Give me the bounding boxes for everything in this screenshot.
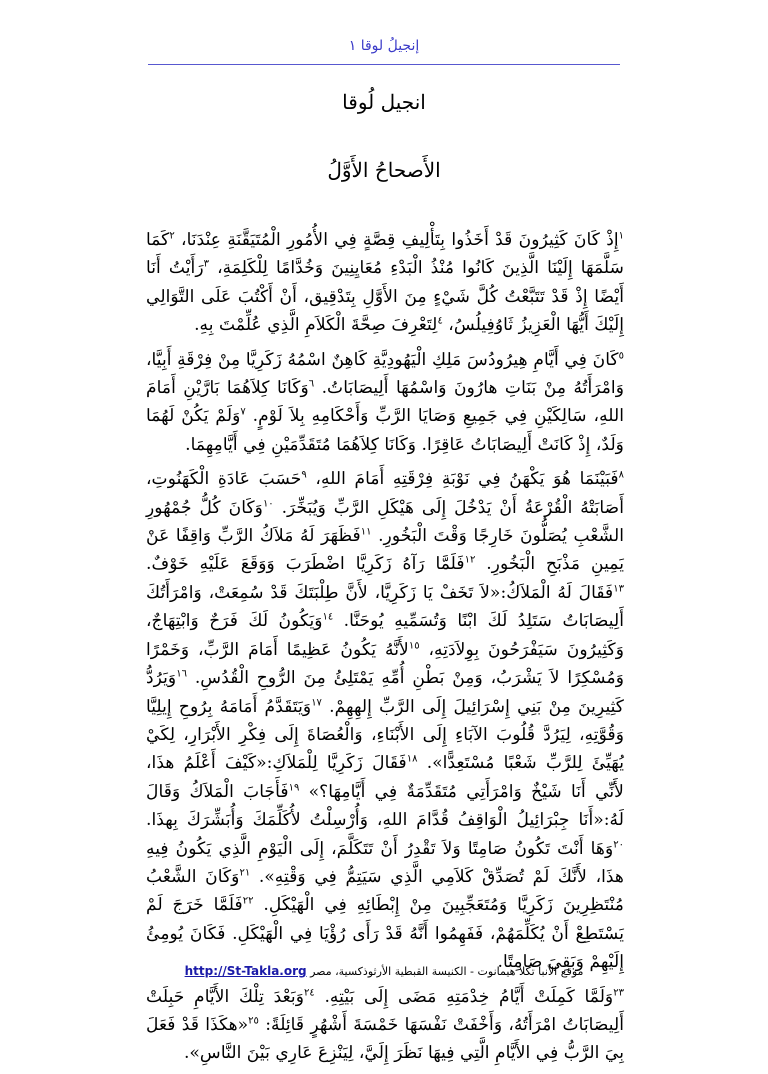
page-footer — [0, 964, 768, 978]
verse-text: «هكَذَا قَدْ فَعَلَ بِيَ الرَّبُّ فِي الأَيَّامِ الَّتِي فِيهَا نَظَرَ إِلَيَّ، لِيَنْزِعَ عَارِي بَيْنَ النَّاسِ». — [146, 1014, 624, 1064]
verse-number: ٢١ — [239, 867, 251, 879]
book-title: انجيل لُوقا — [342, 90, 426, 114]
verse-text: فَلَمَّا خَرَجَ لَمْ يَسْتَطِعْ أَنْ يُكَلِّمَهُمْ، فَفَهِمُوا أَنَّهُ قَدْ رَأَى رُؤْيَا فِي الْهَيْكَلِ. فَكَانَ يُومِئُ إِلَيْهِمْ وَبَقِيَ صَامِتًا. — [146, 895, 624, 973]
verse-text: وَكَانَ كُلُّ جُمْهُورِ الشَّعْبِ يُصَلُّونَ خَارِجًا وَقْتَ الْبَخُورِ. — [146, 497, 624, 547]
verse-text: رَأَيْتُ أَنَا أَيْضًا إِذْ قَدْ تَتَبَّعْتُ كُلَّ شَيْءٍ مِنَ الأَوَّلِ بِتَدْقِيق، أَنْ أَكْتُبَ عَلَى التَّوَالِي إِلَيْكَ أَيُّهَا الْعَزِيزُ ثَاوُفِيلُسُ، — [146, 258, 624, 336]
verse-number: ١٣ — [613, 583, 624, 595]
verse-number: ٧ — [240, 406, 246, 418]
verse-number: ١٢ — [464, 554, 476, 566]
verse-number: ١٦ — [176, 668, 187, 680]
header-divider — [148, 64, 620, 65]
verse-number: ٢٤ — [304, 986, 315, 998]
verse-text: لِتَعْرِفَ صِحَّةَ الْكَلاَمِ الَّذِي عُلِّمْتَ بِهِ. — [194, 315, 438, 336]
verse-text: وَكَانَا كِلاَهُمَا بَارَّيْنِ أَمَامَ اللهِ، سَالِكَيْنِ فِي جَمِيعِ وَصَايَا الرَّبِّ وَأَحْكَامِهِ بِلاَ لَوْمٍ. — [146, 378, 624, 427]
verse-paragraph — [146, 226, 624, 340]
scripture-text — [146, 226, 624, 1074]
verse-number: ٣ — [203, 258, 209, 270]
verse-number: ٢٣ — [613, 986, 624, 998]
verse-text: كَمَا سَلَّمَهَا إِلَيْنَا الَّذِينَ كَانُوا مُنْذُ الْبَدْءِ مُعَايِنِينَ وَخُدَّامًا لِلْكَلِمَةِ، — [146, 230, 624, 279]
verse-text: فَأَجَابَ الْمَلاَكُ وَقَالَ لَهُ:«أَنَا جِبْرَائِيلُ الْوَاقِفُ قُدَّامَ اللهِ، وَأُرْسِلْتُ لأُكَلِّمَكَ وَأُبَشِّرَكَ بِهذَا. — [146, 781, 624, 831]
site-label: موقع الأنبا تكلا هيمانوت - الكنيسة القبطية الأرثوذكسية، مصر — [310, 965, 584, 978]
verse-number: ٥ — [618, 349, 624, 361]
verse-number: ١٨ — [406, 753, 418, 765]
verse-text: وَيَتَقَدَّمُ أَمَامَهُ بِرُوحِ إِيلِيَّا وَقُوَّتِهِ، لِيَرُدَّ قُلُوبَ الآبَاءِ إِلَى الأَبْنَاءِ، وَالْعُصَاةَ إِلَى فِكْرِ الأَبْرَارِ، لِكَيْ يُهَيِّئَ لِلرَّبِّ شَعْبًا مُسْتَعِدًّا». — [146, 696, 624, 774]
verse-text: حَسَبَ عَادَةِ الْكَهَنُوتِ، أَصَابَتْهُ الْقُرْعَةُ أَنْ يَدْخُلَ إِلَى هَيْكَلِ الرَّبِّ وَيُبَخِّرَ. — [146, 469, 624, 518]
verse-text: فَلَمَّا رَآهُ زَكَرِيَّا اضْطَرَبَ وَوَقَعَ عَلَيْهِ خَوْفٌ. — [146, 554, 465, 575]
site-link[interactable]: http://St-Takla.org — [184, 964, 307, 978]
verse-text: وَبَعْدَ تِلْكَ الأَيَّامِ حَبِلَتْ أَلِيصَابَاتُ امْرَأَتُهُ، وَأَخْفَتْ نَفْسَهَا خَمْسَةَ أَشْهُرٍ قَائِلَةً: — [146, 986, 624, 1035]
verse-text: فَقَالَ لَهُ الْمَلاَكُ:«لاَ تَخَفْ يَا زَكَرِيَّا، لأَنَّ طِلْبَتَكَ قَدْ سُمِعَتْ، وَامْرَأَتُكَ أَلِيصَابَاتُ سَتَلِدُ لَكَ ابْنًا وَتُسَمِّيهِ يُوحَنَّا. — [146, 582, 624, 632]
verse-number: ٤ — [437, 315, 443, 327]
verse-number: ٢٠ — [613, 838, 624, 850]
verse-text: وَيَكُونُ لَكَ فَرَحٌ وَابْتِهَاجٌ، وَكَثِيرُونَ سَيَفْرَحُونَ بِوِلاَدَتِهِ، — [146, 611, 625, 660]
verse-number: ١١ — [360, 526, 372, 538]
verse-number: ١٩ — [288, 781, 300, 793]
verse-number: ١٤ — [322, 611, 334, 623]
verse-number: ١٠ — [262, 497, 274, 509]
verse-number: ٩ — [301, 469, 307, 481]
verse-text: وَكَانَ الشَّعْبُ مُنْتَظِرِينَ زَكَرِيَّا وَمُتَعَجِّبِينَ مِنْ إِبْطَائِهِ فِي الْهَيْكَلِ. — [146, 866, 624, 916]
verse-number: ٢ — [169, 230, 175, 242]
verse-number: ٦ — [308, 378, 315, 390]
verse-text: فَبَيْنَمَا هُوَ يَكْهَنُ فِي نَوْبَةِ فِرْقَتِهِ أَمَامَ اللهِ، — [315, 469, 619, 490]
verse-number: ٢٥ — [248, 1015, 259, 1027]
verse-text: فَقَالَ زَكَرِيَّا لِلْمَلاَكِ:«كَيْفَ أَعْلَمُ هذَا، لأَنِّي أَنَا شَيْخٌ وَامْرَأَتِي مُتَقَدِّمَةٌ فِي أَيَّامِهَا؟» — [146, 753, 624, 802]
verse-text: كَانَ فِي أَيَّامِ هِيرُودُسَ مَلِكِ الْيَهُودِيَّةِ كَاهِنٌ اسْمُهُ زَكَرِيَّا مِنْ فِرْقَةِ أَبِيَّا، وَامْرَأَتُهُ مِنْ بَنَاتِ هارُونَ وَاسْمُهَا أَلِيصَابَاتُ. — [146, 349, 625, 399]
verse-text: فَظَهَرَ لَهُ مَلاَكُ الرَّبِّ وَاقِفًا عَنْ يَمِينِ مَذْبَحِ الْبَخُورِ. — [146, 526, 624, 575]
verse-paragraph — [146, 346, 624, 460]
verse-text: لأَنَّهُ يَكُونُ عَظِيمًا أَمَامَ الرَّبِّ، وَخَمْرًا وَمُسْكِرًا لاَ يَشْرَبُ، وَمِنْ بَطْنِ أُمِّهِ يَمْتَلِئُ مِنَ الرُّوحِ الْقُدُسِ. — [146, 639, 624, 689]
verse-number: ٨ — [618, 469, 625, 481]
verse-number: ٢٢ — [242, 895, 254, 907]
verse-paragraph — [146, 983, 624, 1068]
chapter-title: الأَصحاحُ الأَوَّلُ — [327, 158, 441, 182]
verse-number: ١ — [618, 230, 624, 242]
verse-text: وَلَمَّا كَمِلَتْ أَيَّامُ خِدْمَتِهِ مَضَى إِلَى بَيْتِهِ. — [324, 986, 614, 1007]
verse-text: إِذْ كَانَ كَثِيرُونَ قَدْ أَخَذُوا بِتَأْلِيفِ قِصَّةٍ فِي الأُمُورِ الْمُتَيَقَّنَةِ عِنْدَنَا، — [181, 230, 619, 250]
verse-paragraph — [146, 465, 624, 976]
verse-number: ١٧ — [311, 696, 322, 708]
verse-number: ١٥ — [408, 639, 420, 651]
verse-text: وَهَا أَنْتَ تَكُونُ صَامِتًا وَلاَ تَقْدِرُ أَنْ تَتَكَلَّمَ، إِلَى الْيَوْمِ الَّذِي يَكُونُ فِيهِ هذَا، لأَنَّكَ لَمْ تُصَدِّقْ كَلاَمِي الَّذِي سَيَتِمُّ فِي وَقْتِهِ». — [146, 838, 624, 887]
verse-text: وَيَرُدُّ كَثِيرِينَ مِنْ بَنِي إِسْرَائِيلَ إِلَى الرَّبِّ إِلهِهِمْ. — [146, 668, 624, 717]
running-header: إنجيلُ لوقا ١ — [348, 38, 420, 54]
verse-text: وَلَمْ يَكُنْ لَهُمَا وَلَدٌ، إِذْ كَانَتْ أَلِيصَابَاتُ عَاقِرًا. وَكَانَا كِلاَهُمَا مُتَقَدِّمَيْنِ فِي أَيَّامِهِمَا. — [146, 406, 624, 455]
